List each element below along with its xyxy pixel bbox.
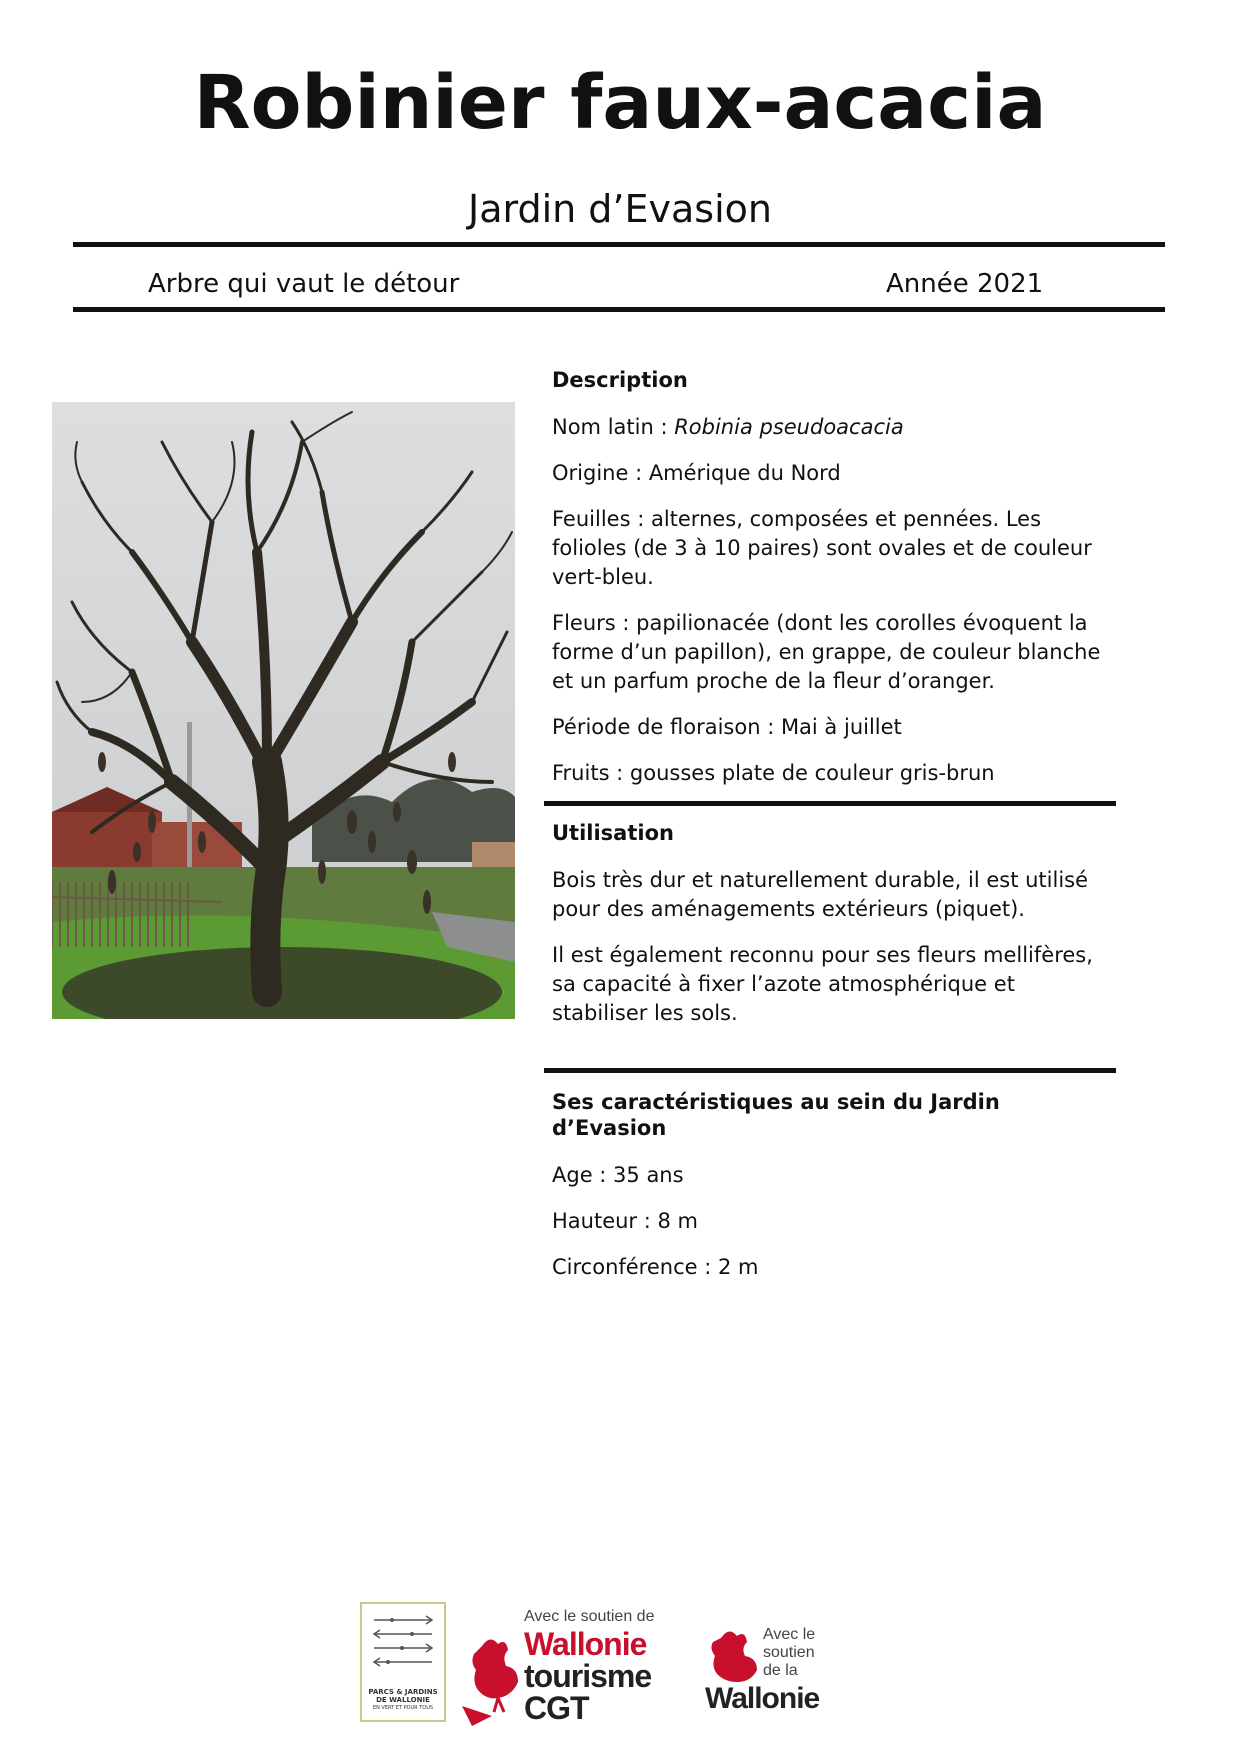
latin-name-line: [552, 413, 1112, 442]
parcs-line: DE WALLONIE: [376, 1696, 430, 1704]
wt-brand-cgt: CGT: [524, 1690, 589, 1726]
section-divider: [544, 1068, 1116, 1073]
year-label: Année 2021: [886, 269, 1044, 299]
top-divider: [73, 242, 1165, 247]
wt-brand-tourisme: tourisme: [524, 1658, 652, 1694]
arrows-icon: [362, 1610, 444, 1680]
latin-name-value: Robinia pseudoacacia: [674, 415, 904, 439]
category-label: Arbre qui vaut le détour: [148, 269, 460, 299]
wallonie-logo: [705, 1624, 835, 1724]
header-bottom-divider: [73, 307, 1165, 312]
page-title: Robinier faux-acacia: [193, 60, 1047, 146]
characteristics-heading: Ses caractéristiques au sein du Jardin d’Evasion: [552, 1090, 1000, 1140]
tree-photo: [52, 402, 515, 1019]
footer-logos: [0, 1600, 1240, 1730]
section-divider: [544, 801, 1116, 806]
utilisation-heading: Utilisation: [552, 821, 674, 845]
w-line: soutien: [763, 1644, 815, 1661]
parcs-line: EN VERT ET POUR TOUS: [372, 1705, 434, 1711]
parcs-jardins-text: [362, 1688, 444, 1712]
flowering-period-line: Période de floraison : Mai à juillet: [552, 715, 902, 739]
rooster-icon: [462, 1626, 524, 1726]
circumference-line: Circonférence : 2 m: [552, 1255, 759, 1279]
tree-photo-illustration: [52, 402, 515, 1019]
latin-name-label: Nom latin :: [552, 415, 675, 439]
leaves-line: Feuilles : alternes, composées et pennées. Les folioles (de 3 à 10 paires) sont ovales et de couleur vert-bleu.: [552, 507, 1092, 589]
origin-line: Origine : Amérique du Nord: [552, 461, 841, 485]
flowers-line: Fleurs : papilionacée (dont les corolles évoquent la forme d’un papillon), en grappe, de couleur blanche et un parfum proche de la fleur d’oranger.: [552, 611, 1101, 693]
w-brand: Wallonie: [705, 1682, 820, 1715]
utilisation-paragraph: Il est également reconnu pour ses fleurs mellifères, sa capacité à fixer l’azote atmosphérique et stabiliser les sols.: [552, 943, 1093, 1025]
fruits-line: Fruits : gousses plate de couleur gris-brun: [552, 761, 995, 785]
wallonie-tourisme-logo: [462, 1608, 672, 1728]
height-line: Hauteur : 8 m: [552, 1209, 698, 1233]
parcs-line: PARCS & JARDINS: [368, 1688, 438, 1696]
characteristics-section: [552, 1089, 1112, 1299]
utilisation-section: [552, 820, 1112, 1045]
description-section: [552, 367, 1112, 805]
description-heading: Description: [552, 368, 688, 392]
utilisation-paragraph: Bois très dur et naturellement durable, il est utilisé pour des aménagements extérieurs (piquet).: [552, 868, 1089, 921]
rooster-icon: [705, 1624, 761, 1684]
age-line: Age : 35 ans: [552, 1163, 684, 1187]
parcs-jardins-logo: [360, 1602, 446, 1722]
w-line: Avec le: [763, 1626, 816, 1643]
wt-tagline: Avec le soutien de: [524, 1608, 655, 1625]
wt-brand-wallonie: Wallonie: [524, 1626, 647, 1662]
w-line: de la: [763, 1662, 798, 1679]
page-subtitle: Jardin d’Evasion: [468, 187, 772, 231]
